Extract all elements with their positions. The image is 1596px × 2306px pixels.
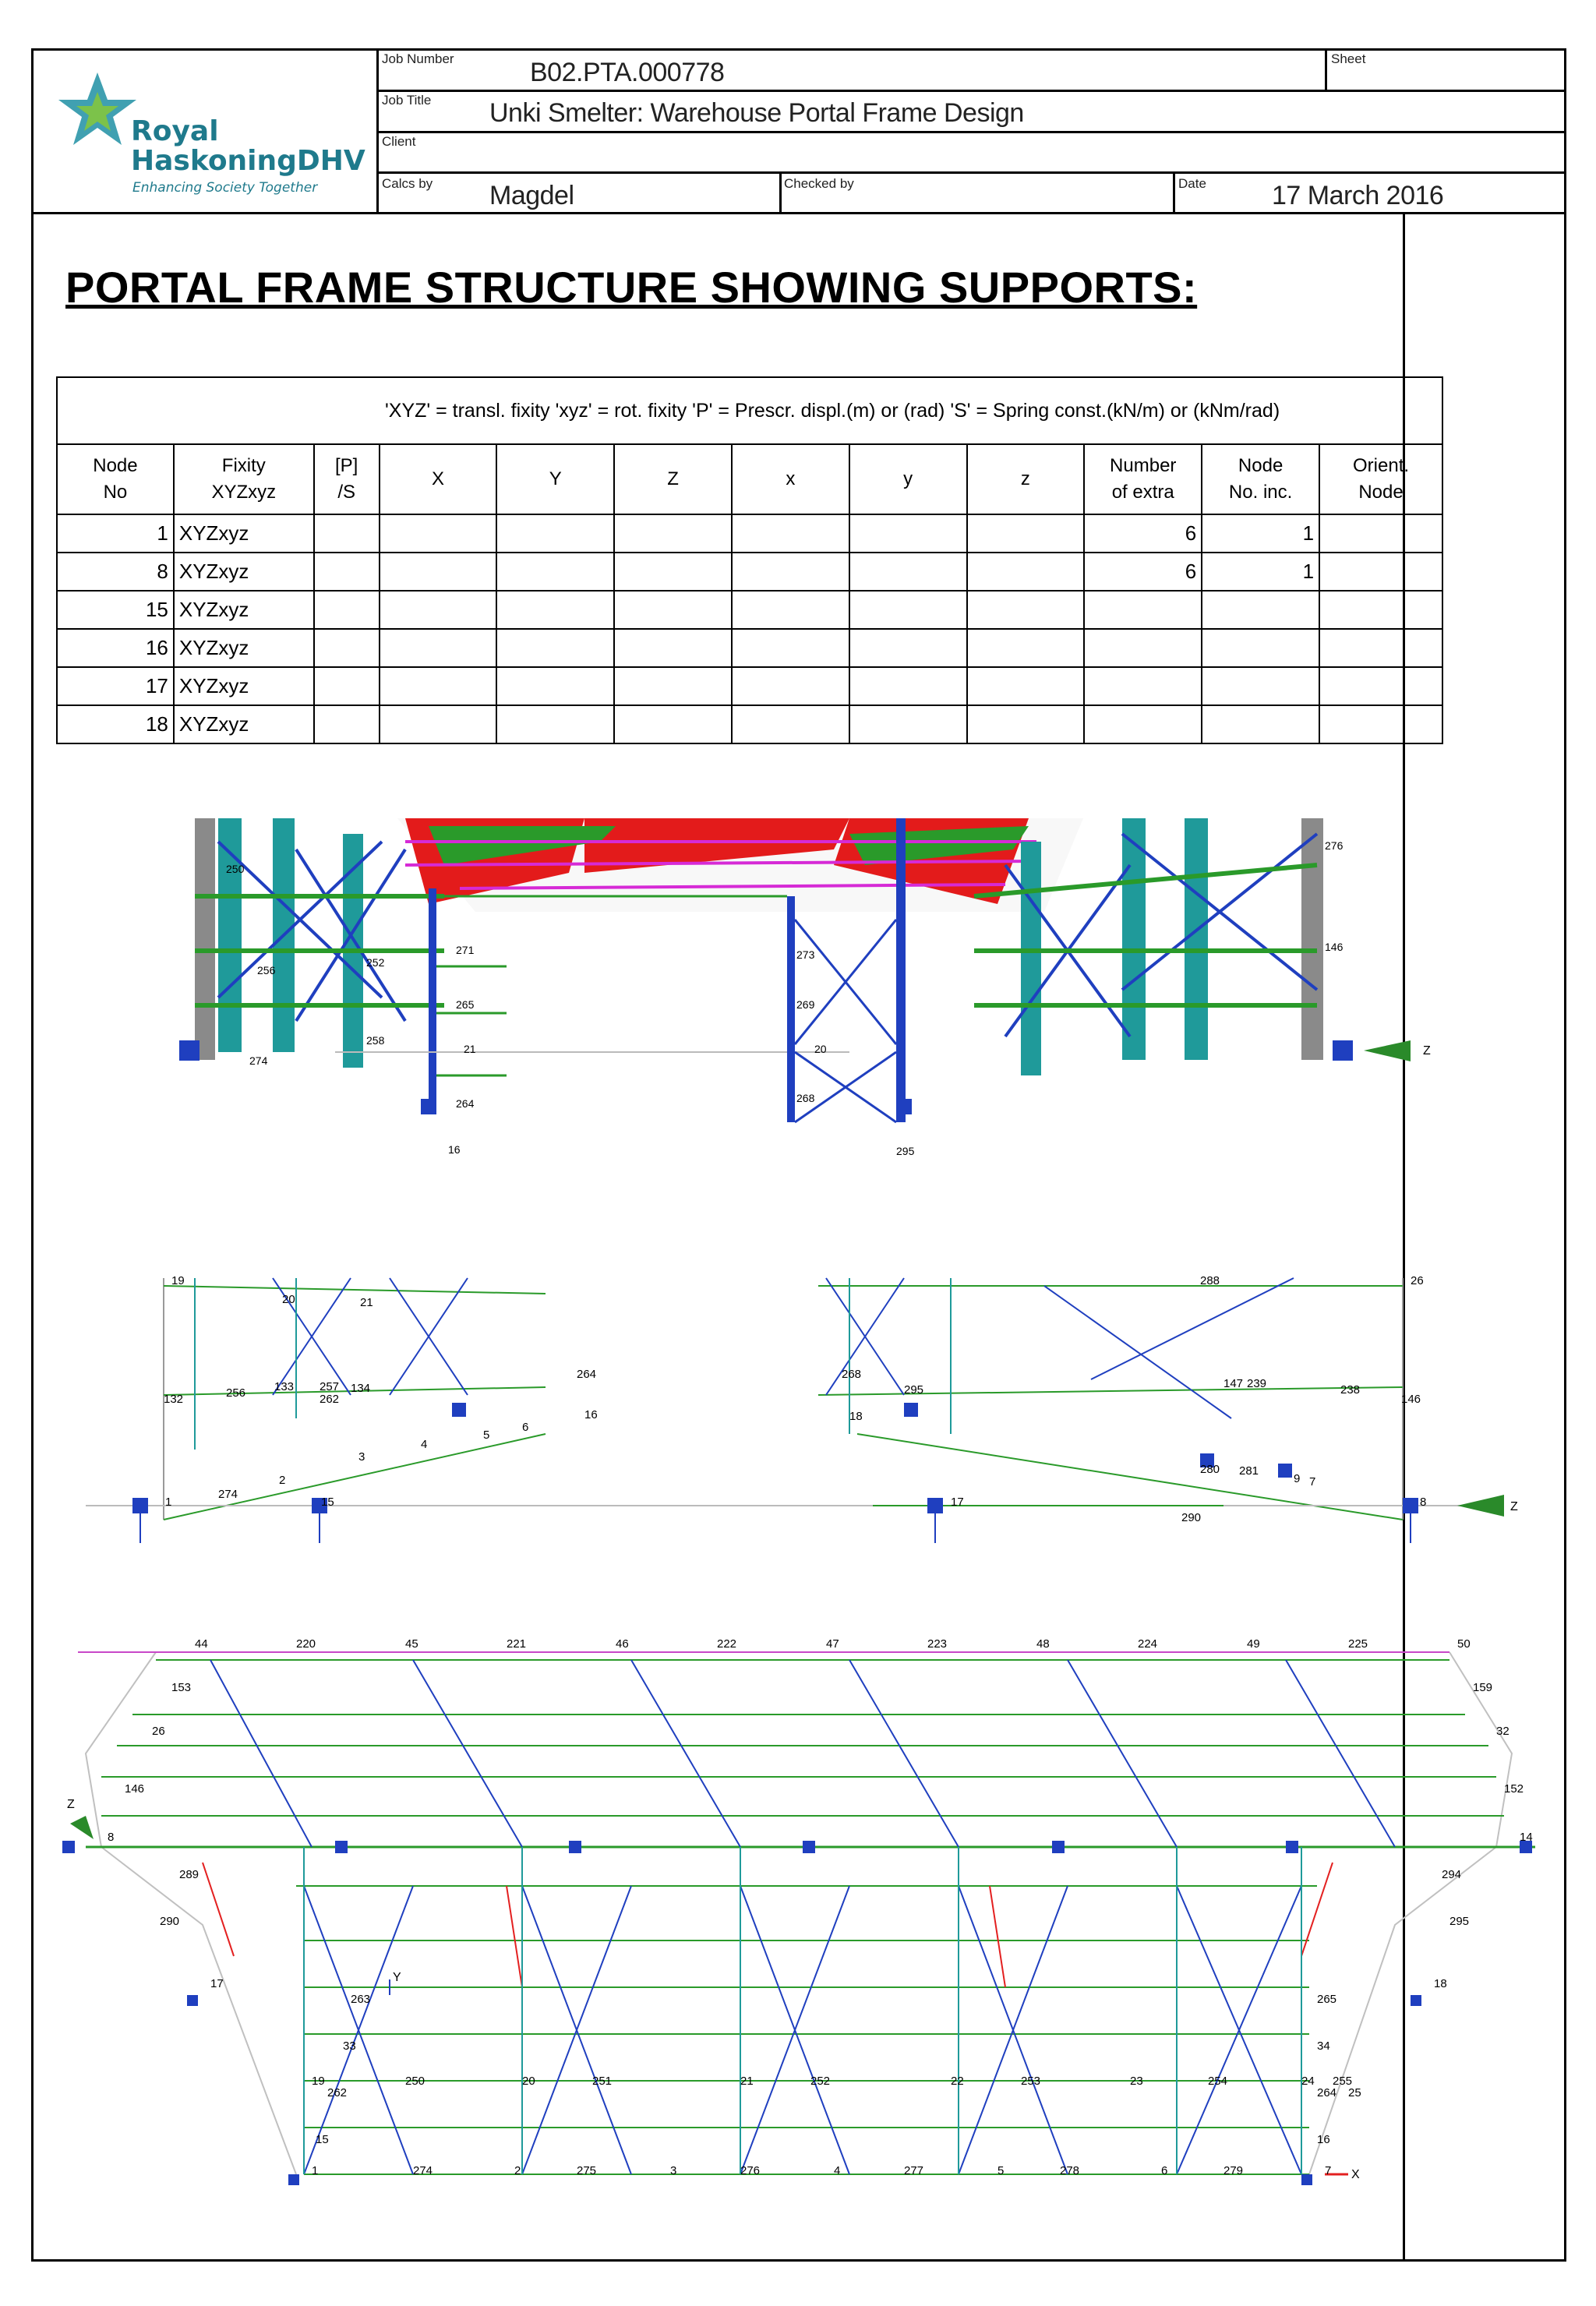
svg-text:21: 21 xyxy=(740,2075,754,2088)
table-row: 8 XYZxyz 6 1 xyxy=(57,553,1442,591)
svg-text:295: 295 xyxy=(1449,1915,1470,1928)
svg-text:20: 20 xyxy=(282,1293,295,1306)
svg-text:264: 264 xyxy=(456,1097,475,1110)
job-title-label: Job Title xyxy=(382,93,432,108)
svg-text:19: 19 xyxy=(312,2075,325,2088)
svg-text:146: 146 xyxy=(1325,941,1344,953)
svg-text:8: 8 xyxy=(1420,1496,1427,1509)
svg-text:2: 2 xyxy=(514,2164,521,2177)
svg-text:225: 225 xyxy=(1348,1637,1368,1651)
table-row: 17 XYZxyz xyxy=(57,667,1442,705)
z-axis-arrow-icon xyxy=(70,1816,94,1839)
job-number-value: B02.PTA.000778 xyxy=(530,58,725,87)
svg-text:256: 256 xyxy=(226,1386,246,1400)
svg-text:9: 9 xyxy=(1294,1472,1301,1485)
svg-text:268: 268 xyxy=(796,1092,815,1104)
svg-text:49: 49 xyxy=(1247,1637,1260,1651)
svg-text:4: 4 xyxy=(421,1438,428,1451)
svg-text:255: 255 xyxy=(1333,2075,1353,2088)
svg-text:268: 268 xyxy=(842,1368,862,1381)
svg-text:152: 152 xyxy=(1504,1782,1524,1796)
column-header: Orient. Node xyxy=(1319,444,1442,514)
svg-text:4: 4 xyxy=(834,2164,841,2177)
column-header: x xyxy=(732,444,849,514)
svg-text:21: 21 xyxy=(464,1043,476,1055)
svg-text:17: 17 xyxy=(210,1977,224,1990)
figure-wireframe-supports xyxy=(78,1262,1543,1598)
svg-text:16: 16 xyxy=(1317,2133,1330,2146)
svg-text:294: 294 xyxy=(1442,1868,1462,1881)
svg-text:6: 6 xyxy=(522,1421,529,1434)
svg-text:146: 146 xyxy=(1401,1393,1421,1406)
column-header: z xyxy=(967,444,1085,514)
z-axis-arrow-icon xyxy=(1457,1495,1504,1517)
star-logo-icon xyxy=(55,69,140,154)
svg-text:276: 276 xyxy=(1325,839,1344,852)
column-header: [P] /S xyxy=(314,444,380,514)
svg-text:147: 147 xyxy=(1223,1377,1244,1390)
sheet-label: Sheet xyxy=(1331,51,1366,66)
svg-text:276: 276 xyxy=(740,2164,761,2177)
svg-text:1: 1 xyxy=(312,2164,319,2177)
svg-text:263: 263 xyxy=(351,1993,371,2006)
svg-text:Z: Z xyxy=(1423,1044,1431,1058)
svg-text:133: 133 xyxy=(274,1380,295,1393)
page-title: PORTAL FRAME STRUCTURE SHOWING SUPPORTS: xyxy=(65,263,1198,312)
svg-text:278: 278 xyxy=(1060,2164,1080,2177)
table-row: 15 XYZxyz xyxy=(57,591,1442,629)
svg-text:159: 159 xyxy=(1473,1681,1493,1694)
svg-text:290: 290 xyxy=(160,1915,180,1928)
svg-text:14: 14 xyxy=(1520,1831,1533,1844)
svg-text:288: 288 xyxy=(1200,1274,1220,1287)
svg-text:7: 7 xyxy=(1309,1475,1316,1488)
svg-text:15: 15 xyxy=(316,2133,329,2146)
svg-text:20: 20 xyxy=(814,1043,827,1055)
svg-text:44: 44 xyxy=(195,1637,208,1651)
svg-text:Z: Z xyxy=(1510,1500,1518,1513)
svg-text:262: 262 xyxy=(327,2086,348,2099)
svg-text:34: 34 xyxy=(1317,2039,1330,2053)
svg-text:45: 45 xyxy=(405,1637,418,1651)
svg-text:223: 223 xyxy=(927,1637,948,1651)
svg-text:26: 26 xyxy=(1411,1274,1424,1287)
svg-text:280: 280 xyxy=(1200,1463,1220,1476)
support-table xyxy=(56,376,1443,744)
svg-text:257: 257 xyxy=(320,1380,340,1393)
svg-text:16: 16 xyxy=(584,1408,598,1421)
svg-text:132: 132 xyxy=(164,1393,184,1406)
svg-text:274: 274 xyxy=(249,1054,268,1067)
portal-frame-3d-drawing xyxy=(148,818,1488,1185)
svg-text:47: 47 xyxy=(826,1637,839,1651)
column-header: y xyxy=(849,444,967,514)
svg-text:220: 220 xyxy=(296,1637,316,1651)
header-bottom-line xyxy=(31,212,1566,214)
z-axis-arrow-icon xyxy=(1364,1040,1411,1061)
table-row: 1 XYZxyz 6 1 xyxy=(57,514,1442,553)
svg-text:221: 221 xyxy=(507,1637,527,1651)
svg-text:275: 275 xyxy=(577,2164,597,2177)
svg-text:269: 269 xyxy=(796,998,815,1011)
column-header: Node No. inc. xyxy=(1202,444,1319,514)
figure-3d-render xyxy=(148,818,1488,1185)
svg-text:33: 33 xyxy=(343,2039,356,2053)
svg-text:281: 281 xyxy=(1239,1464,1259,1478)
svg-text:250: 250 xyxy=(226,863,245,875)
svg-text:46: 46 xyxy=(616,1637,629,1651)
svg-text:277: 277 xyxy=(904,2164,924,2177)
svg-text:252: 252 xyxy=(810,2075,831,2088)
svg-text:50: 50 xyxy=(1457,1637,1471,1651)
svg-text:264: 264 xyxy=(1317,2086,1337,2099)
column-header: Fixity XYZxyz xyxy=(174,444,314,514)
svg-text:3: 3 xyxy=(358,1450,365,1464)
svg-text:238: 238 xyxy=(1340,1383,1361,1397)
svg-text:146: 146 xyxy=(125,1782,145,1796)
date-value: 17 March 2016 xyxy=(1272,181,1444,210)
table-row: 16 XYZxyz xyxy=(57,629,1442,667)
svg-text:274: 274 xyxy=(218,1488,238,1501)
date-label: Date xyxy=(1178,176,1206,191)
svg-text:5: 5 xyxy=(998,2164,1005,2177)
svg-text:20: 20 xyxy=(522,2075,535,2088)
svg-text:2: 2 xyxy=(279,1474,286,1487)
job-title-value: Unki Smelter: Warehouse Portal Frame Design xyxy=(489,98,1024,128)
svg-text:19: 19 xyxy=(171,1274,185,1287)
logo-line2: HaskoningDHV xyxy=(131,145,365,177)
svg-text:16: 16 xyxy=(448,1143,461,1156)
svg-text:273: 273 xyxy=(796,948,815,961)
svg-text:32: 32 xyxy=(1496,1725,1509,1738)
portal-frame-plan-drawing xyxy=(55,1629,1551,2221)
svg-text:15: 15 xyxy=(321,1496,334,1509)
column-header: Z xyxy=(614,444,732,514)
svg-text:279: 279 xyxy=(1223,2164,1244,2177)
column-header: Y xyxy=(496,444,614,514)
svg-text:251: 251 xyxy=(592,2075,613,2088)
svg-text:Z: Z xyxy=(67,1798,75,1811)
client-label: Client xyxy=(382,134,416,149)
svg-text:134: 134 xyxy=(351,1382,371,1395)
svg-text:22: 22 xyxy=(951,2075,964,2088)
svg-text:26: 26 xyxy=(152,1725,165,1738)
svg-text:295: 295 xyxy=(904,1383,924,1397)
svg-text:254: 254 xyxy=(1208,2075,1228,2088)
svg-text:X: X xyxy=(1351,2168,1360,2181)
svg-text:262: 262 xyxy=(320,1393,340,1406)
svg-text:250: 250 xyxy=(405,2075,425,2088)
job-number-label: Job Number xyxy=(382,51,454,66)
svg-text:264: 264 xyxy=(577,1368,597,1381)
company-logo xyxy=(55,69,366,201)
portal-frame-wireframe xyxy=(78,1262,1543,1598)
svg-text:289: 289 xyxy=(179,1868,200,1881)
svg-text:Y: Y xyxy=(393,1971,401,1984)
svg-text:265: 265 xyxy=(456,998,475,1011)
table-caption: 'XYZ' = transl. fixity 'xyz' = rot. fixity 'P' = Prescr. displ.(m) or (rad) 'S' = Spring const.(kN/m) or (kNm/rad) xyxy=(57,377,1442,444)
svg-text:253: 253 xyxy=(1021,2075,1041,2088)
svg-text:24: 24 xyxy=(1301,2075,1315,2088)
svg-text:8: 8 xyxy=(108,1831,115,1844)
checked-by-label: Checked by xyxy=(784,176,854,191)
svg-text:25: 25 xyxy=(1348,2086,1361,2099)
figure-plan-node-numbers xyxy=(55,1629,1551,2221)
svg-text:271: 271 xyxy=(456,944,475,956)
column-header: Number of extra xyxy=(1084,444,1202,514)
svg-text:256: 256 xyxy=(257,964,276,976)
svg-text:48: 48 xyxy=(1036,1637,1050,1651)
table-row: 18 XYZxyz xyxy=(57,705,1442,743)
svg-text:23: 23 xyxy=(1130,2075,1143,2088)
svg-text:265: 265 xyxy=(1317,1993,1337,2006)
column-header: X xyxy=(380,444,497,514)
logo-line1: Royal xyxy=(131,115,219,147)
svg-text:295: 295 xyxy=(896,1145,915,1157)
column-header: Node No xyxy=(57,444,174,514)
svg-text:18: 18 xyxy=(849,1410,863,1423)
svg-text:222: 222 xyxy=(717,1637,737,1651)
svg-text:17: 17 xyxy=(951,1496,964,1509)
calcs-by-label: Calcs by xyxy=(382,176,433,191)
svg-text:153: 153 xyxy=(171,1681,192,1694)
svg-text:224: 224 xyxy=(1138,1637,1158,1651)
svg-text:7: 7 xyxy=(1325,2164,1332,2177)
svg-text:1: 1 xyxy=(165,1496,172,1509)
svg-text:21: 21 xyxy=(360,1296,373,1309)
calcs-by-value: Magdel xyxy=(489,181,574,210)
svg-text:6: 6 xyxy=(1161,2164,1168,2177)
svg-text:5: 5 xyxy=(483,1428,490,1442)
svg-text:258: 258 xyxy=(366,1034,385,1047)
svg-text:274: 274 xyxy=(413,2164,433,2177)
logo-tagline: Enhancing Society Together xyxy=(132,180,318,196)
svg-text:18: 18 xyxy=(1434,1977,1447,1990)
svg-text:290: 290 xyxy=(1181,1511,1202,1524)
svg-text:252: 252 xyxy=(366,956,385,969)
svg-text:239: 239 xyxy=(1247,1377,1267,1390)
svg-text:3: 3 xyxy=(670,2164,677,2177)
